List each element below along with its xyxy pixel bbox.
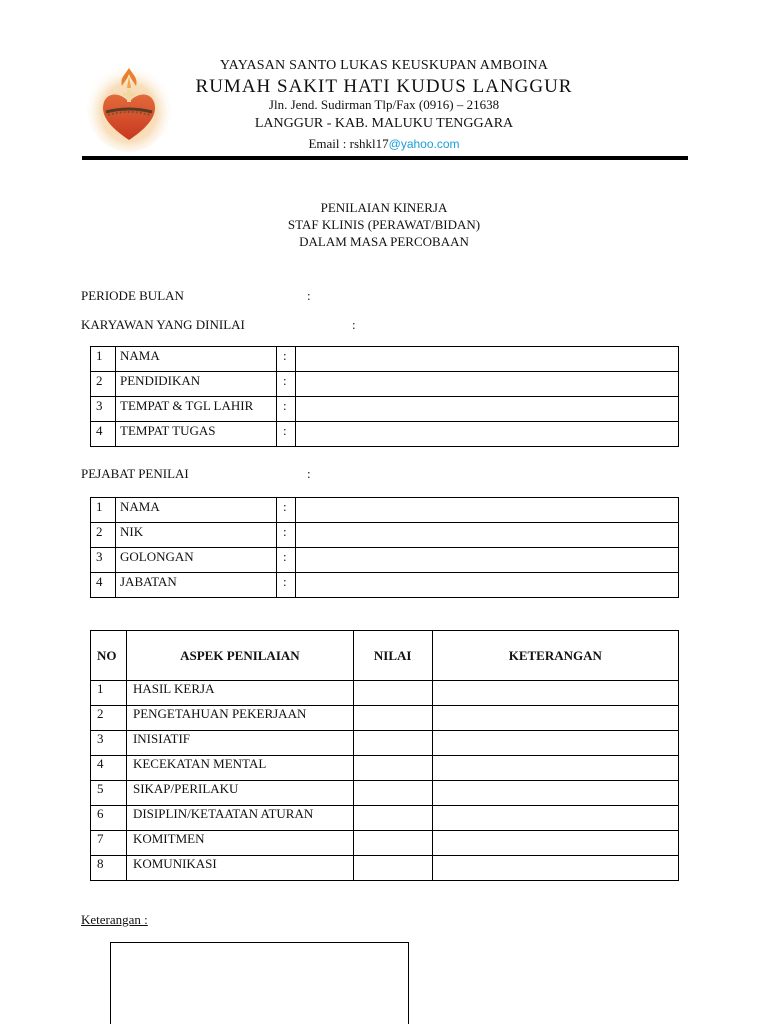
row-number: 2 (91, 372, 116, 397)
keterangan-box[interactable] (110, 942, 409, 1024)
hospital-address: Jln. Jend. Sudirman Tlp/Fax (0916) – 21638 (268, 97, 500, 112)
doc-title-line2: STAF KLINIS (PERAWAT/BIDAN) (287, 217, 481, 232)
nilai-field[interactable] (353, 831, 432, 856)
row-value-field[interactable] (296, 573, 679, 598)
row-label: TEMPAT & TGL LAHIR (116, 397, 277, 422)
nilai-field[interactable] (353, 781, 432, 806)
header-keterangan: KETERANGAN (432, 631, 678, 681)
periode-colon: : (307, 288, 311, 303)
aspek-name: KOMUNIKASI (126, 856, 353, 881)
row-value-field[interactable] (296, 397, 679, 422)
header-divider (82, 156, 688, 160)
keterangan-field[interactable] (432, 856, 678, 881)
row-label: JABATAN (116, 573, 277, 598)
nilai-field[interactable] (353, 756, 432, 781)
table-row (91, 706, 679, 731)
row-value-field[interactable] (296, 548, 679, 573)
aspek-penilaian-table (90, 630, 679, 881)
table-row (91, 731, 679, 756)
row-colon: : (277, 548, 296, 573)
keterangan-field[interactable] (432, 756, 678, 781)
email-domain-link[interactable]: @yahoo.com (388, 137, 460, 151)
doc-title-line3: DALAM MASA PERCOBAAN (299, 234, 469, 249)
aspek-number: 1 (91, 681, 127, 706)
aspek-number: 3 (91, 731, 127, 756)
row-colon: : (277, 573, 296, 598)
aspek-number: 8 (91, 856, 127, 881)
aspek-name: INISIATIF (126, 731, 353, 756)
periode-label: PERIODE BULAN (81, 288, 184, 303)
keterangan-field[interactable] (432, 681, 678, 706)
nilai-field[interactable] (353, 856, 432, 881)
aspek-number: 5 (91, 781, 127, 806)
aspek-number: 4 (91, 756, 127, 781)
row-colon: : (277, 397, 296, 422)
doc-title-line1: PENILAIAN KINERJA (320, 200, 448, 215)
table-row (91, 756, 679, 781)
aspek-name: KOMITMEN (126, 831, 353, 856)
aspek-name: HASIL KERJA (126, 681, 353, 706)
karyawan-table (90, 346, 679, 447)
nilai-field[interactable] (353, 731, 432, 756)
header-no: NO (91, 631, 127, 681)
table-row (91, 856, 679, 881)
row-colon: : (277, 523, 296, 548)
table-row (91, 397, 679, 422)
karyawan-label: KARYAWAN YANG DINILAI (81, 317, 245, 332)
table-row (91, 548, 679, 573)
row-number: 4 (91, 573, 116, 598)
aspek-number: 6 (91, 806, 127, 831)
row-value-field[interactable] (296, 523, 679, 548)
table-row (91, 573, 679, 598)
hospital-name: RUMAH SAKIT HATI KUDUS LANGGUR (195, 76, 573, 97)
email-label: Email : rshkl17 (308, 136, 389, 151)
aspek-name: SIKAP/PERILAKU (126, 781, 353, 806)
row-value-field[interactable] (296, 422, 679, 447)
hospital-email (0, 136, 768, 152)
nilai-field[interactable] (353, 806, 432, 831)
row-number: 1 (91, 498, 116, 523)
row-number: 2 (91, 523, 116, 548)
table-row (91, 781, 679, 806)
keterangan-field[interactable] (432, 731, 678, 756)
row-label: TEMPAT TUGAS (116, 422, 277, 447)
aspek-number: 7 (91, 831, 127, 856)
row-value-field[interactable] (296, 372, 679, 397)
aspek-header-row (91, 631, 679, 681)
nilai-field[interactable] (353, 706, 432, 731)
table-row (91, 681, 679, 706)
row-number: 1 (91, 347, 116, 372)
row-number: 3 (91, 548, 116, 573)
nilai-field[interactable] (353, 681, 432, 706)
header-aspek: ASPEK PENILAIAN (126, 631, 353, 681)
table-row (91, 422, 679, 447)
table-row (91, 523, 679, 548)
keterangan-field[interactable] (432, 806, 678, 831)
row-label: NAMA (116, 347, 277, 372)
hospital-city: LANGGUR - KAB. MALUKU TENGGARA (254, 116, 514, 131)
row-number: 3 (91, 397, 116, 422)
keterangan-label: Keterangan : (81, 912, 148, 927)
table-row (91, 831, 679, 856)
aspek-number: 2 (91, 706, 127, 731)
keterangan-field[interactable] (432, 706, 678, 731)
row-label: NAMA (116, 498, 277, 523)
pejabat-table (90, 497, 679, 598)
pejabat-label: PEJABAT PENILAI (81, 466, 189, 481)
row-colon: : (277, 422, 296, 447)
pejabat-colon: : (307, 466, 311, 481)
keterangan-field[interactable] (432, 781, 678, 806)
row-colon: : (277, 347, 296, 372)
table-row (91, 806, 679, 831)
row-label: NIK (116, 523, 277, 548)
row-colon: : (277, 498, 296, 523)
row-label: GOLONGAN (116, 548, 277, 573)
keterangan-field[interactable] (432, 831, 678, 856)
aspek-name: PENGETAHUAN PEKERJAAN (126, 706, 353, 731)
table-row (91, 498, 679, 523)
row-colon: : (277, 372, 296, 397)
row-number: 4 (91, 422, 116, 447)
aspek-name: DISIPLIN/KETAATAN ATURAN (126, 806, 353, 831)
karyawan-colon: : (352, 317, 356, 332)
foundation-name: YAYASAN SANTO LUKAS KEUSKUPAN AMBOINA (219, 58, 549, 73)
table-row (91, 372, 679, 397)
aspek-name: KECEKATAN MENTAL (126, 756, 353, 781)
table-row (91, 347, 679, 372)
header-nilai: NILAI (353, 631, 432, 681)
row-value-field[interactable] (296, 498, 679, 523)
row-label: PENDIDIKAN (116, 372, 277, 397)
row-value-field[interactable] (296, 347, 679, 372)
